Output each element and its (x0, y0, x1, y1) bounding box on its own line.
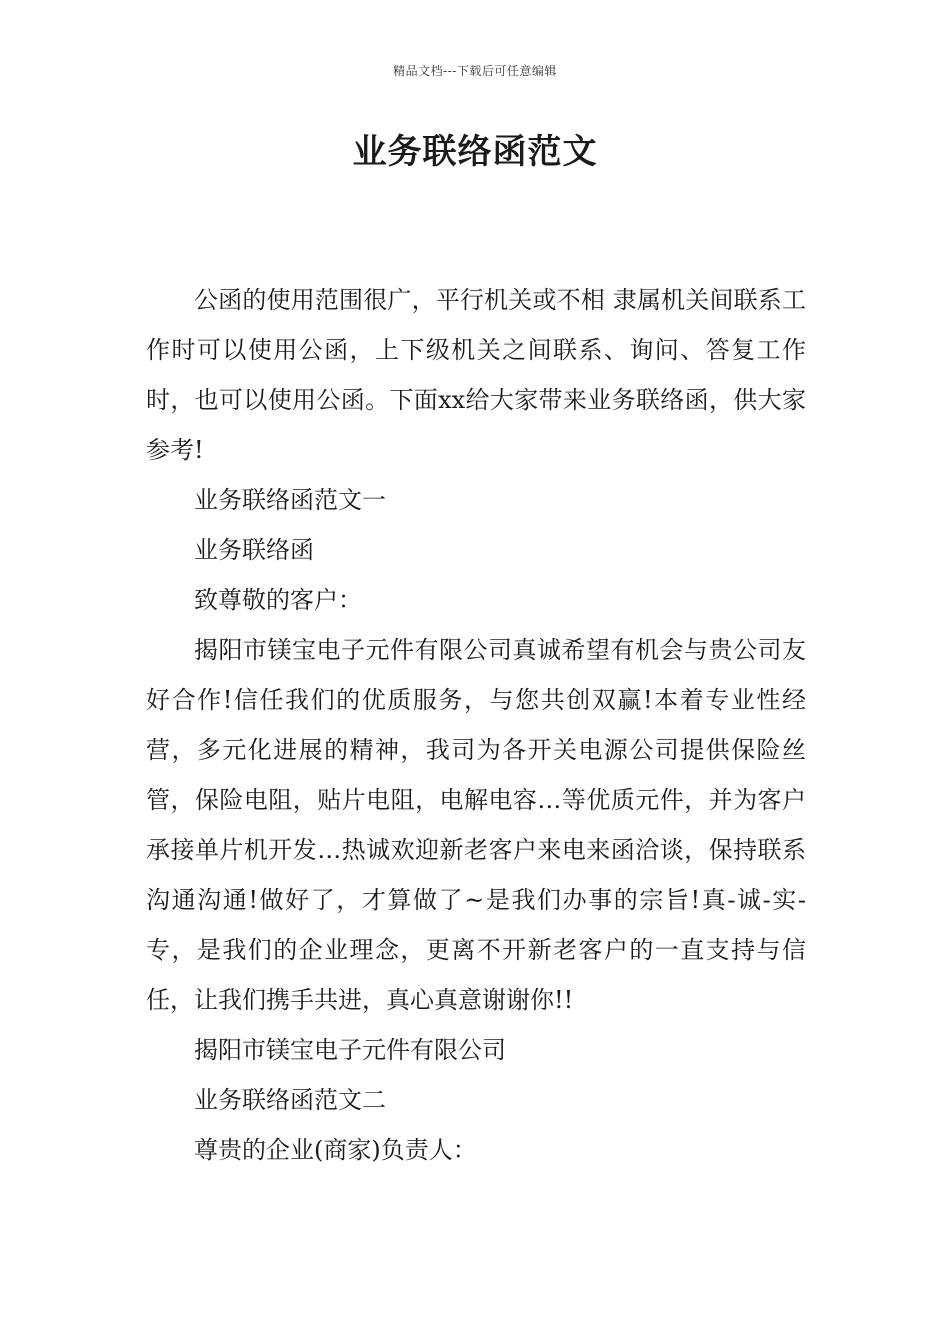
intro-paragraph: 公函的使用范围很广，平行机关或不相 隶属机关间联系工作时可以使用公函，上下级机关之间联系、询问、答复工作时，也可以使用公函。下面xx给大家带来业务联络函，供大家参考! (146, 286, 806, 464)
section-heading-sample-one: 业务联络函范文一 (194, 486, 386, 514)
letter-body-paragraph: 揭阳市镁宝电子元件有限公司真诚希望有机会与贵公司友好合作!信任我们的优质服务，与您共创双赢!本着专业性经营，多元化进展的精神，我司为各开关电源公司提供保险丝管，保险电阻，贴片电阻，电解电容…等优质元件，并为客户承接单片机开发…热诚欢迎新老客户来电来函洽谈，保持联系沟通沟通!做好了，才算做了~是我们办事的宗旨!真-诚-实-专，是我们的企业理念，更离不开新老客户的一直支持与信任，让我们携手共进，真心真意谢谢你!! (146, 636, 806, 1014)
letter-salutation: 致尊敬的客户： (194, 586, 362, 614)
document-body (146, 275, 806, 1175)
letter-signature: 揭阳市镁宝电子元件有限公司 (194, 1036, 506, 1064)
letter-salutation-two: 尊贵的企业(商家)负责人： (194, 1136, 477, 1164)
letter-title: 业务联络函 (194, 536, 314, 564)
section-heading-sample-two: 业务联络函范文二 (194, 1086, 386, 1114)
document-title: 业务联络函范文 (352, 132, 598, 172)
header-note: 精品文档---下载后可任意编辑 (393, 64, 557, 78)
